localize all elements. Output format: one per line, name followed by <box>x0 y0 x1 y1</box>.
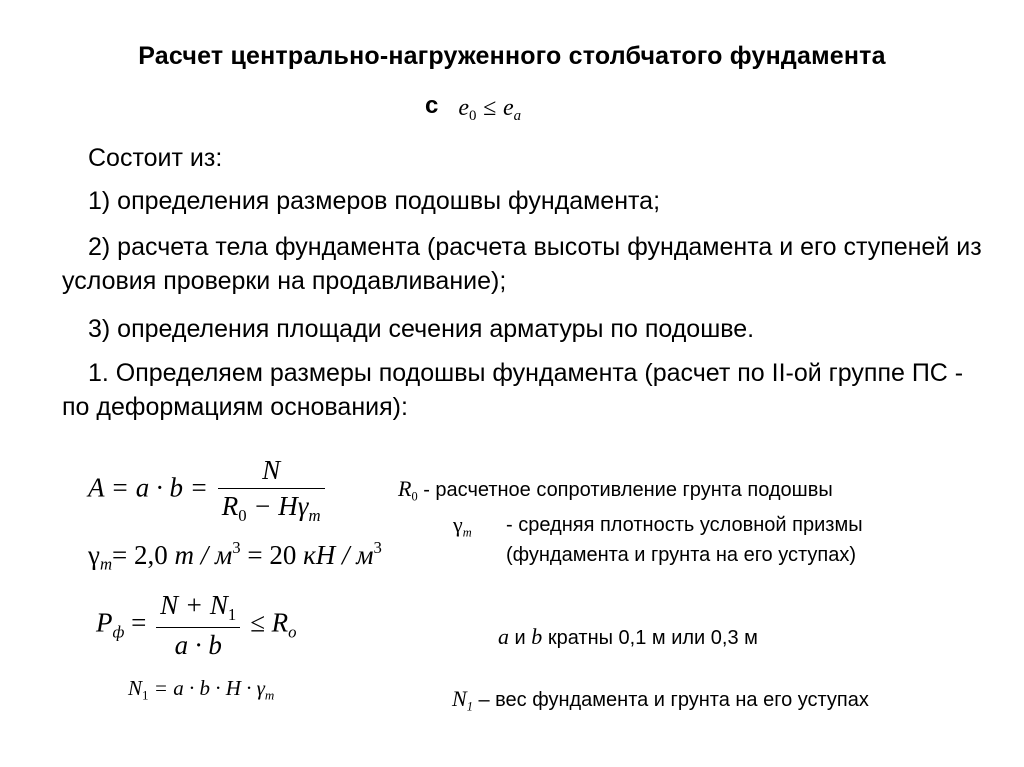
pressure-le: ≤ R <box>250 607 289 638</box>
area-formula <box>88 455 328 526</box>
weight-N-sub: 1 <box>142 687 149 703</box>
pressure-P-sub: ф <box>112 622 125 642</box>
area-numerator: N <box>262 455 281 485</box>
gamma-eq2: = 20 <box>240 539 304 570</box>
gamma-sup1: 3 <box>232 538 241 557</box>
note-r0 <box>398 474 833 511</box>
note-r0-symbol: R <box>398 476 412 501</box>
condition-formula <box>425 92 521 125</box>
weight-expr: = a · b · H · γ <box>153 676 265 700</box>
area-fraction <box>218 455 325 526</box>
note-ab <box>498 622 758 653</box>
step-1: 1. Определяем размеры подошвы фундамента (расчет по II-ой группе ПС - по деформациям основания): <box>62 359 964 421</box>
gamma-sub: m <box>99 554 113 574</box>
gamma-unit1: т / м <box>174 539 233 570</box>
note-n1-sub: 1 <box>466 699 473 714</box>
note-n1-symbol: N <box>452 686 467 711</box>
condition-prefix: с <box>425 92 439 119</box>
pressure-fraction <box>156 590 240 661</box>
item-2: 2) расчета тела фундамента (расчета высоты фундамента и его ступеней из условия проверки на продавливание); <box>62 233 982 295</box>
area-den-R: R <box>221 491 239 521</box>
pressure-formula <box>96 590 296 661</box>
gamma-sup2: 3 <box>373 538 382 557</box>
area-denominator <box>218 488 325 526</box>
condition-op: ≤ <box>483 95 497 121</box>
area-den-R-sub: 0 <box>238 505 247 525</box>
pressure-num-N: N + N <box>160 590 228 620</box>
note-r0-text: - расчетное сопротивление грунта подошвы <box>417 479 833 501</box>
condition-lhs: e <box>458 95 470 121</box>
area-lhs: A = a · b = <box>88 472 208 503</box>
condition-lhs-sub: 0 <box>469 108 477 125</box>
item-3: 3) определения площади сечения арматуры по подошве. <box>88 315 755 343</box>
note-gamma-symbol-wrap <box>453 510 472 547</box>
gamma-unit2: кН / м <box>303 539 374 570</box>
consists-heading: Состоит из: <box>88 144 223 172</box>
pressure-R-sub: о <box>288 622 297 642</box>
note-gamma-symbol: γ <box>453 512 463 537</box>
gamma-eq: = 2,0 <box>112 539 175 570</box>
weight-formula <box>128 676 274 704</box>
gamma-symbol: γ <box>88 539 100 570</box>
condition-rhs: e <box>502 95 514 121</box>
slide-title: Расчет центрально-нагруженного столбчатого фундамента <box>138 42 886 70</box>
note-n1 <box>452 684 869 721</box>
pressure-num-sub: 1 <box>227 604 237 624</box>
note-ab-b: b <box>531 624 543 649</box>
weight-gamma-sub: m <box>264 687 275 703</box>
pressure-eq: = <box>131 607 147 638</box>
area-den-gamma-sub: m <box>308 505 321 525</box>
note-n1-text: – вес фундамента и грунта на его уступах <box>472 689 869 711</box>
weight-N: N <box>128 676 143 700</box>
note-ab-a: a <box>498 624 509 649</box>
note-gamma-line1: - средняя плотность условной призмы <box>506 514 863 536</box>
pressure-P: P <box>96 607 113 638</box>
note-gamma-line2: (фундамента и грунта на его уступах) <box>506 544 856 566</box>
pressure-numerator <box>156 590 240 627</box>
note-r0-sub: 0 <box>411 489 418 504</box>
item-1: 1) определения размеров подошвы фундамента; <box>88 187 661 215</box>
note-ab-mid: и <box>509 627 532 649</box>
area-den-rest: − Hγ <box>246 491 309 521</box>
condition-rhs-sub: a <box>513 108 522 125</box>
gamma-formula <box>88 538 382 575</box>
pressure-denominator: a · b <box>156 627 240 661</box>
note-gamma-sub: m <box>462 525 472 540</box>
note-ab-text: кратны 0,1 м или 0,3 м <box>542 627 758 649</box>
